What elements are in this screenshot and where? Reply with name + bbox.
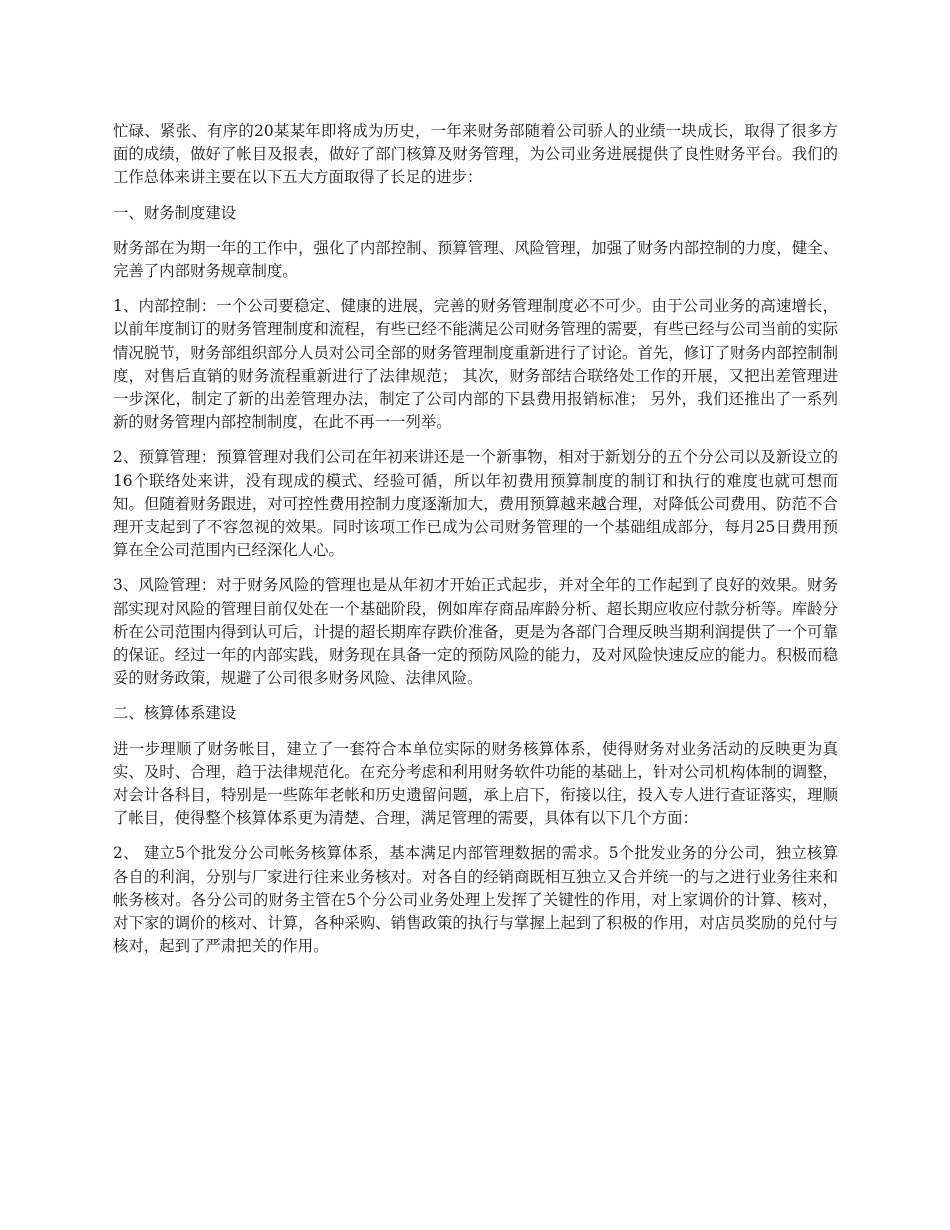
paragraph-risk-management: 3、风险管理：对于财务风险的管理也是从年初才开始正式起步，并对全年的工作起到了良好的效果。财务部实现对风险的管理目前仅处在一个基础阶段，例如库存商品库龄分析、超长期应收应付款分析等。库龄分析在公司范围内得到认可后，计提的超长期库存跌价准备，更是为各部门合理反映当期利润提供了一个可靠的保证。经过一年的内部实践，财务现在具备一定的预防风险的能力，及对风险快速反应的能力。积极而稳妥的财务政策，规避了公司很多财务风险、法律风险。 (113, 576, 838, 688)
paragraph-branch-accounting: 2、 建立5个批发分公司帐务核算体系，基本满足内部管理数据的需求。5个批发业务的分公司，独立核算各自的利润，分别与厂家进行往来业务核对。对各自的经销商既相互独立又合并统一的与之进行业务往来和帐务核对。各分公司的财务主管在5个分公司业务处理上发挥了关键性的作用，对上家调价的计算、核对，对下家的调价的核对、计算，各种采购、销售政策的执行与掌握上起到了积极的作用，对店员奖励的兑付与核对，起到了严肃把关的作用。 (113, 844, 838, 956)
paragraph-financial-system-summary: 财务部在为期一年的工作中，强化了内部控制、预算管理、风险管理，加强了财务内部控制的力度，健全、完善了内部财务规章制度。 (113, 238, 838, 281)
paragraph-budget-management: 2、预算管理：预算管理对我们公司在年初来讲还是一个新事物，相对于新划分的五个分公司以及新设立的16个联络处来讲，没有现成的模式、经验可循，所以年初费用预算制度的制订和执行的难度也就可想而知。但随着财务跟进，对可控性费用控制力度逐渐加大，费用预算越来越合理，对降低公司费用、防范不合理开支起到了不容忽视的效果。同时该项工作已成为公司财务管理的一个基础组成部分，每月25日费用预算在全公司范围内已经深化人心。 (113, 448, 838, 560)
paragraph-internal-control: 1、内部控制：一个公司要稳定、健康的进展，完善的财务管理制度必不可少。由于公司业务的高速增长，以前年度制订的财务管理制度和流程，有些已经不能满足公司财务管理的需要，有些已经与公司当前的实际情况脱节，财务部组织部分人员对公司全部的财务管理制度重新进行了讨论。首先，修订了财务内部控制制度，对售后直销的财务流程重新进行了法律规范； 其次，财务部结合联络处工作的开展，又把出差管理进一步深化，制定了新的出差管理办法，制定了公司内部的下县费用报销标准； 另外，我们还推出了一系列新的财务管理内部控制制度，在此不再一一列举。 (113, 297, 838, 432)
paragraph-accounting-system-summary: 进一步理顺了财务帐目，建立了一套符合本单位实际的财务核算体系，使得财务对业务活动的反映更为真实、及时、合理，趋于法律规范化。在充分考虑和利用财务软件功能的基础上，针对公司机构体制的调整，对会计各科目，特别是一些陈年老帐和历史遗留问题，承上启下，衔接以往，投入专人进行查证落实，理顺了帐目，使得整个核算体系更为清楚、合理，满足管理的需要，具体有以下几个方面： (113, 739, 838, 828)
intro-paragraph: 忙碌、紧张、有序的20某某年即将成为历史，一年来财务部随着公司骄人的业绩一块成长，取得了很多方面的成绩，做好了帐目及报表，做好了部门核算及财务管理，为公司业务进展提供了良性财务平台。我们的工作总体来讲主要在以下五大方面取得了长足的进步： (113, 122, 838, 187)
section-heading-financial-system: 一、财务制度建设 (113, 203, 237, 222)
document-body (113, 120, 838, 971)
section-heading-accounting-system: 二、核算体系建设 (113, 704, 237, 723)
